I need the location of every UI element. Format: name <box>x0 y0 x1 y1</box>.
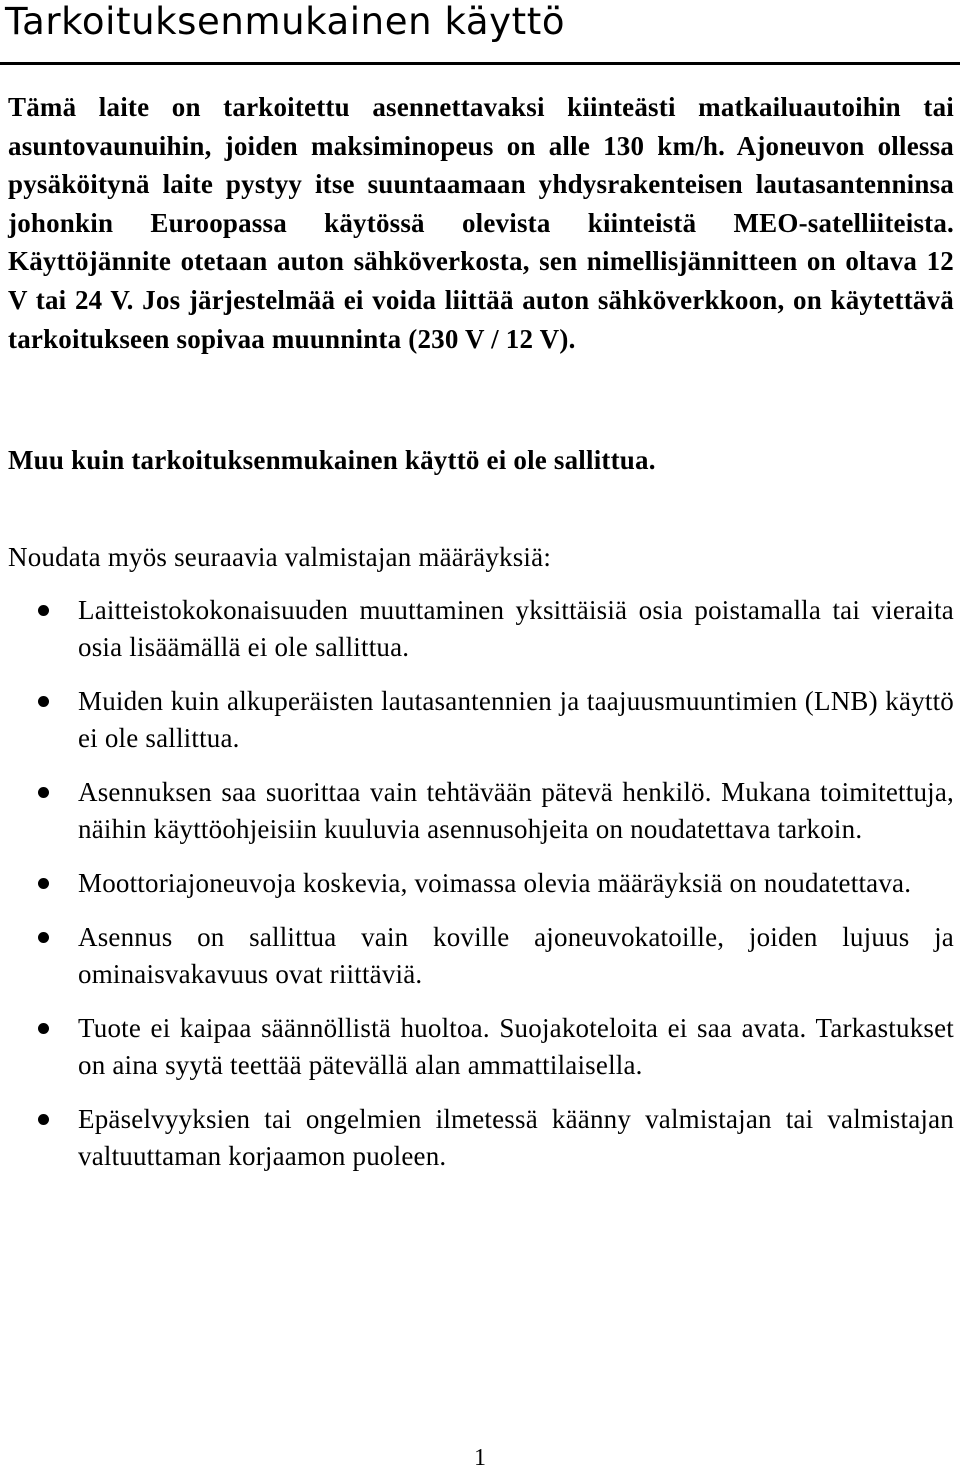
rule-item <box>0 774 960 848</box>
bullet-icon <box>38 1114 49 1125</box>
rule-text: Tuote ei kaipaa säännöllistä huoltoa. Suojakoteloita ei saa avata. Tarkastukset on aina syytä teettää pätevällä alan ammattilaisella. <box>78 1013 954 1080</box>
bullet-icon <box>38 696 49 707</box>
rule-item <box>0 592 960 666</box>
rule-item <box>0 919 960 993</box>
rule-item <box>0 1010 960 1084</box>
bullet-icon <box>38 787 49 798</box>
rule-text: Asennuksen saa suorittaa vain tehtävään pätevä henkilö. Mukana toimitettuja, näihin käyttöohjeisiin kuuluvia asennusohjeita on noudatettava tarkoin. <box>78 777 954 844</box>
bullet-icon <box>38 1023 49 1034</box>
rule-text: Epäselvyyksien tai ongelmien ilmetessä käänny valmistajan tai valmistajan valtuuttaman korjaamon puoleen. <box>78 1104 954 1171</box>
bullet-icon <box>38 932 49 943</box>
manufacturer-rules-list <box>0 592 960 1192</box>
usage-notice: Muu kuin tarkoituksenmukainen käyttö ei ole sallittua. <box>8 445 656 475</box>
rule-item <box>0 865 960 902</box>
page-title: Tarkoituksenmukainen käyttö <box>5 0 566 43</box>
bullet-icon <box>38 878 49 889</box>
page-number: 1 <box>474 1445 486 1471</box>
rule-text: Laitteistokokonaisuuden muuttaminen yksittäisiä osia poistamalla tai vieraita osia lisäämällä ei ole sallittua. <box>78 595 954 662</box>
rule-text: Moottoriajoneuvoja koskevia, voimassa olevia määräyksiä on noudatettava. <box>78 868 912 898</box>
title-divider <box>0 62 960 65</box>
intro-paragraph: Tämä laite on tarkoitettu asennettavaksi kiinteästi matkailuautoihin tai asuntovaunuihin, joiden maksiminopeus on alle 130 km/h. Ajoneuvon ollessa pysäköitynä laite pystyy itse suuntaamaan yhdysrakenteisen lautasantenninsa johonkin Euroopassa käytössä olevista kiinteistä MEO-satelliiteista. Käyttöjännite otetaan auton sähköverkosta, sen nimellisjännitteen on oltava 12 V tai 24 V. Jos järjestelmää ei voida liittää auton sähköverkkoon, on käytettävä tarkoitukseen sopivaa muunninta (230 V / 12 V). <box>8 92 954 354</box>
manufacturer-rules-intro: Noudata myös seuraavia valmistajan määräyksiä: <box>8 542 552 572</box>
rule-item <box>0 683 960 757</box>
bullet-icon <box>38 605 49 616</box>
rule-text: Muiden kuin alkuperäisten lautasantennien ja taajuusmuuntimien (LNB) käyttö ei ole sallittua. <box>78 686 954 753</box>
rule-item <box>0 1101 960 1175</box>
rule-text: Asennus on sallittua vain koville ajoneuvokatoille, joiden lujuus ja ominaisvakavuus ovat riittäviä. <box>78 922 954 989</box>
